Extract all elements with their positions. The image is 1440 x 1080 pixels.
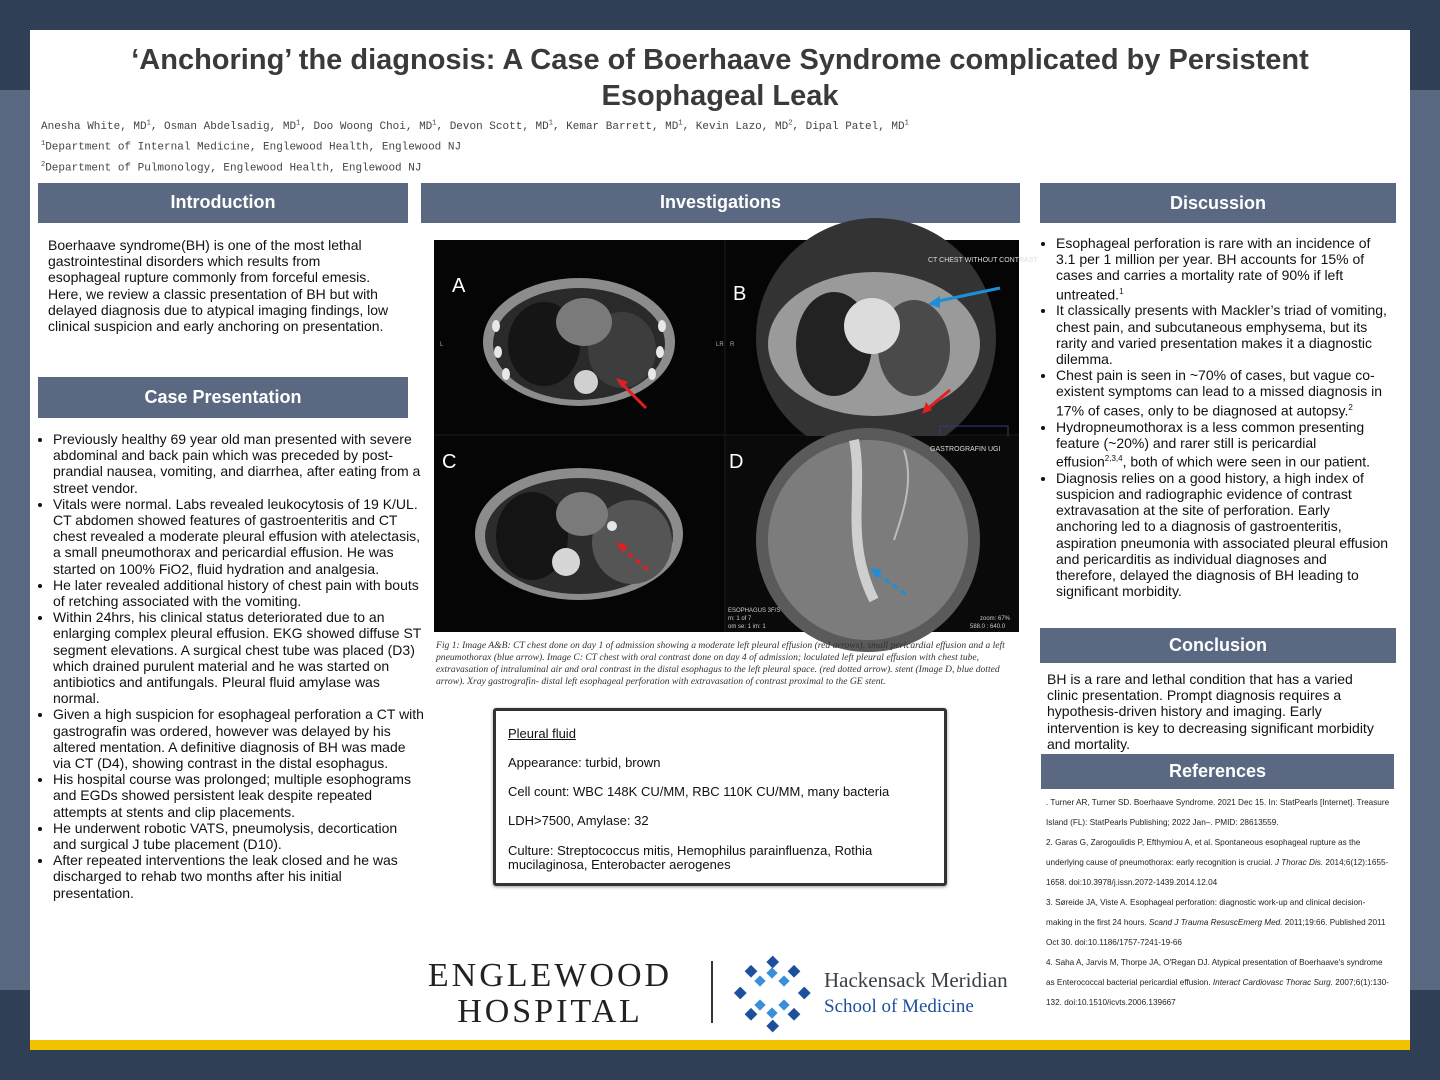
figure-1-caption: Fig 1: Image A&B: CT chest done on day 1 of admission showing a moderate left pleural effusion (red arrows), small pericardial effusion and a left pneumothorax (blue arrow). Image C: CT chest with oral contrast done on day 4 of admission; loculated left pleural effusion with chest tube, extravasation of intraluminal air and oral contrast in the distal esophagus to the left pleural space. (red dotted arrow). stent (Image D, blue dotted arrow). Xray gastrografin- distal left esophageal perforation with extravasation of contrast proximal to the GE stent. [436,640,1005,687]
reference-item: 4. Saha A, Jarvis M, Thorpe JA, O'Regan DJ. Atypical presentation of Boerhaave's syndrome as Enterococcal bacterial pericardial effusion. Interact Cardiovasc Thorac Surg. 2007;6(1):130-132. doi:10.1510/icvts.2006.139667 [1046,958,1390,1007]
discussion-heading: Discussion [1040,183,1396,223]
pleural-fluid-cell-count: Cell count: WBC 148K CU/MM, RBC 110K CU/MM, many bacteria [508,784,890,799]
conclusion-heading: Conclusion [1040,628,1396,663]
introduction-heading: Introduction [38,183,408,223]
author-name: Osman Abdelsadig, $MD^1$ [164,119,301,133]
svg-text:LR: LR [716,342,724,348]
discussion-item: • Esophageal perforation is rare with an incidence of 3.1 per 1 million per year. BH accounts for 15% of cases and carries a mortality rate of 90% if left untreated.$^1$ [1056,235,1389,302]
affiliation-1: $^1$Department of Internal Medicine, Englewood Health, Englewood NJ [41,140,462,154]
case-item: • Given a high suspicion for esophageal perforation a CT with gastrografin was ordered, however was delayed by his altered mentation. A definitive diagnosis of BH was made via CT (D4), showing contrast in the distal esophagus. [53,706,424,771]
discussion-list [1041,235,1389,599]
panel-d-xray-image [726,428,1019,652]
author-name: Dipal Patel, $MD^1$ [805,119,909,133]
reference-item: 3. Søreide JA, Viste A. Esophageal perforation: diagnostic work-up and clinical decision-making in the first 24 hours. Scand J Trauma ResuscEmerg Med. 2011;19:66. Published 2011 Oct 30. doi:10.1186/1757-7241-19-66 [1046,898,1386,947]
case-presentation-heading: Case Presentation [38,377,408,418]
discussion-item: • Chest pain is seen in ~70% of cases, but vague co-existent symptoms can lead to a missed diagnosis in 17% of cases, only to be diagnosed at autopsy.$^2$ [1056,367,1389,418]
author-name: Doo Woong Choi, $MD^1$ [313,119,437,133]
case-item: • He later revealed additional history of chest pain with bouts of retching associated with the vomiting. [53,577,424,609]
panel-d-label: D [729,451,744,473]
figure-1-svg [434,240,1038,632]
gastrografin-label: GASTROGRAFIN UGI [930,446,1001,453]
pleural-fluid-appearance: Appearance: turbid, brown [508,755,661,770]
svg-text:m: 1 of 7: m: 1 of 7 [728,616,752,622]
case-item: • Vitals were normal. Labs revealed leukocytosis of 19 K/UL. CT abdomen showed features of gastroenteritis and CT chest revealed a moderate pleural effusion with atelectasis, a small pneumothorax and pericardial effusion. He was started on 100% FiO2, fluid hydration and analgesia. [53,496,424,577]
pleural-fluid-ldh: LDH>7500, Amylase: 32 [508,813,649,828]
introduction-text: Boerhaave syndrome(BH) is one of the most lethal gastrointestinal disorders which results from esophageal rupture commonly from forceful emesis. Here, we review a classic presentation of BH but with delayed diagnosis due to atypical imaging findings, low clinical suspicion and early anchoring on presentation. [48,237,389,335]
discussion-item: • Hydropneumothorax is a less common presenting feature (~20%) and rarer still is pericardial effusion$^{2,3,4}$, both of which were seen in our patient. [1056,419,1389,470]
author-name: Kemar Barrett, $MD^1$ [566,119,683,133]
figure-1-images [434,240,1038,632]
references-heading: References [1041,754,1394,789]
hm-logo-line1: Hackensack Meridian [824,968,1008,992]
pleural-fluid-box [493,708,947,886]
svg-text:zoom: 67%: zoom: 67% [980,616,1011,622]
reference-item: . Turner AR, Turner SD. Boerhaave Syndrome. 2021 Dec 15. In: StatPearls [Internet]. Treasure Island (FL): StatPearls Publishing; 2022 Jan–. PMID: 28613559. [1046,798,1390,827]
discussion-item: • It classically presents with Mackler’s triad of vomiting, chest pain, and subcutaneous emphysema, but its rarity and varied presentation makes it a diagnostic dilemma. [1056,302,1389,367]
reference-item: 2. Garas G, Zarogoulidis P, Efthymiou A, et al. Spontaneous esophageal rupture as the underlying cause of pneumothorax: early recognition is crucial. J Thorac Dis. 2014;6(12):1655-1658. doi:10.3978/j.issn.2072-1439.2014.12.04 [1046,838,1389,887]
case-item: • Previously healthy 69 year old man presented with severe abdominal and back pain which was preceded by post-prandial nausea, vomiting, and diarrhea, after eating from a street vendor. [53,431,424,496]
author-name: Devon Scott, $MD^1$ [449,119,553,133]
panel-a-ct-image [434,240,724,434]
hm-logo-line2: School of Medicine [824,996,974,1017]
case-item: • After repeated interventions the leak closed and he was discharged to rehab two months after his initial presentation. [53,852,424,901]
svg-text:588.0 : 640.0: 588.0 : 640.0 [970,624,1006,630]
panel-b-ct-image [726,218,1038,458]
panel-b-label: B [733,283,747,305]
poster-title: ‘Anchoring’ the diagnosis: A Case of Boerhaave Syndrome complicated by Persistent Esophageal Leak [131,44,1309,112]
ct-label: CT CHEST WITHOUT CONTRAST [928,257,1038,264]
pleural-fluid-title: Pleural fluid [508,726,576,741]
references-list [1046,793,1391,1013]
panel-c-ct-image [434,436,724,632]
discussion-item: • Diagnosis relies on a good history, a high index of suspicion and radiographic evidence of contrast extravasation at the site of perforation. Early anchoring led to a diagnosis of gastroenteritis, aspiration pneumonia with associated pleural effusion and pericarditis as individual diagnoses and therefore, delayed the diagnosis of BH leading to significant morbidity. [1056,470,1389,600]
author-name: Anesha White, $MD^1$ [41,119,151,133]
author-name: Kevin Lazo, $MD^2$ [695,119,793,133]
svg-text:R: R [730,342,735,348]
hackensack-meridian-emblem-icon [734,956,811,1033]
investigations-heading: Investigations [421,183,1020,223]
panel-c-label: C [442,451,457,473]
footer-logos [410,955,1050,1030]
svg-text:om se: 1 im: 1: om se: 1 im: 1 [728,624,766,630]
englewood-logo-line2: HOSPITAL [457,993,643,1030]
author-list: Anesha White, $MD^1$, Osman Abdelsadig, $MD^1$, Doo Woong Choi, $MD^1$, Devon Scott, $MD^1$, Kemar Barrett, $MD^1$, Kevin Lazo, $MD^2$, Dipal Patel, $MD^1$ [41,119,909,133]
affiliation-2: $^2$Department of Pulmonology, Englewood Health, Englewood NJ [41,161,422,175]
svg-text:L: L [440,342,444,348]
conclusion-text: BH is a rare and lethal condition that has a varied clinic presentation. Prompt diagnosis requires a hypothesis-driven history and imaging. Early intervention is key to decreasing significant morbidity and mortality. [1047,671,1374,752]
esophagus-label: ESOPHAGUS 3F/S [728,608,781,614]
case-presentation-list [38,431,424,901]
englewood-logo-line1: ENGLEWOOD [427,957,673,994]
gold-accent-bar [30,1040,1410,1050]
case-item: • Within 24hrs, his clinical status deteriorated due to an enlarging complex pleural effusion. EKG showed diffuse ST segment elevations. A surgical chest tube was placed (D3) which drained purulent material and he was started on antibiotics and antifungals. Pleural fluid amylase was normal. [53,609,424,706]
pleural-fluid-culture: Culture: Streptococcus mitis, Hemophilus parainfluenza, Rothia mucilaginosa, Enterobacter aerogenes [508,843,873,872]
panel-a-label: A [452,275,466,297]
case-item: • He underwent robotic VATS, pneumolysis, decortication and surgical J tube placement (D10). [53,820,424,852]
case-item: • His hospital course was prolonged; multiple esophograms and EGDs showed persistent leak despite repeated attempts at stents and clip placements. [53,771,424,820]
